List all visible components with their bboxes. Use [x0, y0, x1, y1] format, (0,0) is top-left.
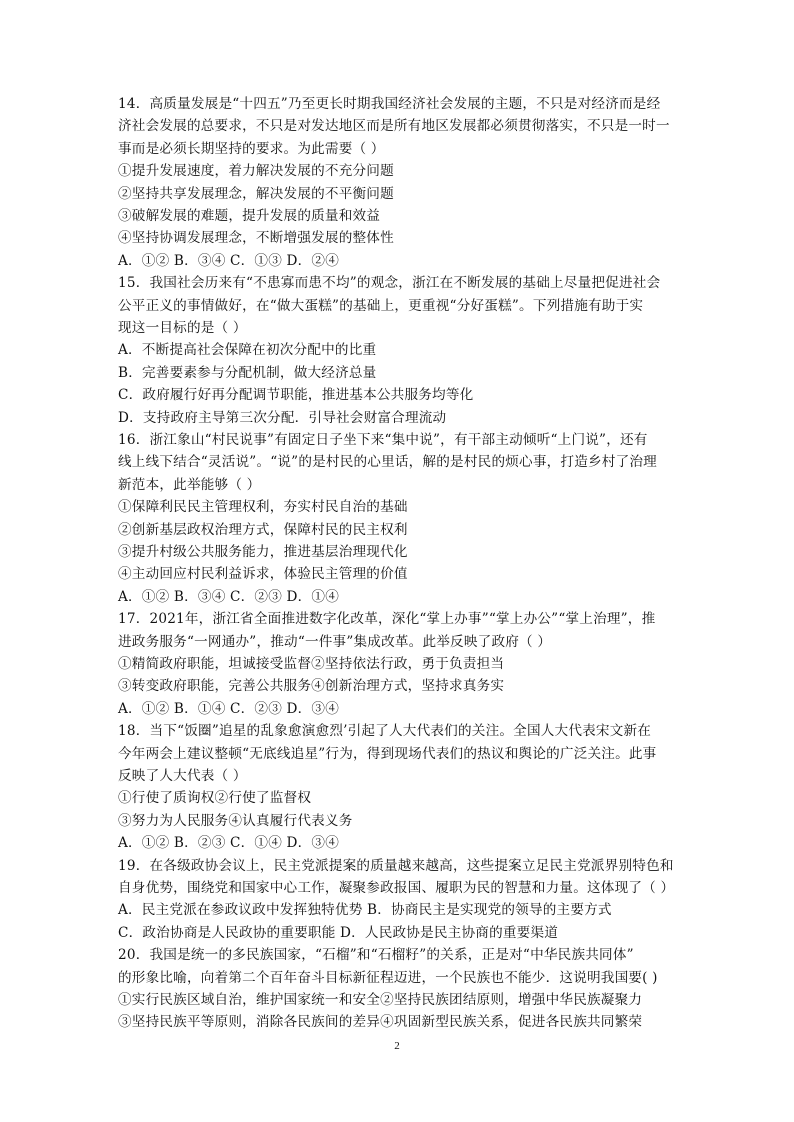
text-line: ①精简政府职能，坦诚接受监督②坚持依法行政，勇于负责担当 [118, 656, 505, 672]
text-line: 反映了人大代表（ ） [118, 768, 247, 784]
text-line: 15．我国社会历来有“不患寡而患不均”的观念，浙江在不断发展的基础上尽量把促进社会 [118, 275, 661, 292]
text-line: ①提升发展速度，着力解决发展的不充分问题 [118, 163, 394, 180]
text-line: ④坚持协调发展理念，不断增强发展的整体性 [118, 230, 394, 247]
text-line: ②坚持共享发展理念，解决发展的不平衡问题 [118, 185, 394, 202]
text-line: A．①② B．②③ C．①④ D．③④ [118, 835, 339, 852]
text-line: C．政府履行好再分配调节职能，推进基本公共服务均等化 [118, 387, 474, 404]
text-line: 事而是必须长期坚持的要求。为此需要（ ） [118, 140, 385, 157]
text-line: 新范本，此举能够（ ） [118, 476, 261, 493]
text-line: B．完善要素参与分配机制，做大经济总量 [118, 364, 377, 381]
text-line: 14．高质量发展是“十四五”乃至更长时期我国经济社会发展的主题，不只是对经济而是经 [118, 96, 661, 112]
text-line: ①实行民族区域自治，维护国家统一和安全②坚持民族团结原则，增强中华民族凝聚力 [118, 992, 643, 1008]
text-line: A．①② B．③④ C．②③ D．①④ [118, 588, 339, 605]
text-line: ②创新基层政权治理方式，保障村民的民主权利 [118, 521, 408, 538]
text-line: ④主动回应村民利益诉求，体验民主管理的价值 [118, 566, 408, 583]
text-line: 16．浙江象山“村民说事”有固定日子坐下来“集中说”，有干部主动倾听“上门说”，还有 [118, 432, 648, 448]
text-line: A．不断提高社会保障在初次分配中的比重 [118, 342, 377, 359]
text-line: 的形象比喻，向着第二个百年奋斗目标新征程迈进，一个民族也不能少．这说明我国要( ) [118, 969, 658, 986]
text-line: ③坚持民族平等原则，消除各民族间的差异④巩固新型民族关系，促进各民族共同繁荣 [118, 1014, 643, 1031]
text-line: A．①② B．③④ C．①③ D．②④ [118, 252, 339, 269]
text-line: 线上线下结合“灵活说”。“说”的是村民的心里话，解的是村民的烦心事，打造乡村了治理 [118, 454, 657, 471]
text-line: 现这一目标的是（ ） [118, 320, 247, 336]
text-line: A．①② B．①④ C．②③ D．③④ [118, 700, 339, 717]
text-line: ③努力为人民服务④认真履行代表义务 [118, 812, 353, 829]
text-line: 济社会发展的总要求，不只是对发达地区而是所有地区发展都必须贯彻落实，不只是一时一 [118, 118, 670, 135]
text-line: 今年两会上建议整顿“无底线追星”行为，得到现场代表们的热议和舆论的广泛关注。此事 [118, 745, 657, 762]
text-line: 19．在各级政协会议上，民主党派提案的质量越来越高，这些提案立足民主党派界别特色和 [118, 857, 674, 874]
text-line: 自身优势，围绕党和国家中心工作，凝聚参政报国、履职为民的智慧和力量。这体现了（ ） [118, 880, 675, 896]
text-line: ③破解发展的难题，提升发展的质量和效益 [118, 208, 381, 224]
text-line: A．民主党派在参政议政中发挥独特优势 B．协商民主是实现党的领导的主要方式 [118, 902, 612, 919]
text-line: D．支持政府主导第三次分配．引导社会财富合理流动 [118, 409, 447, 426]
text-line: ①行使了质询权②行使了监督权 [118, 790, 312, 807]
text-line: 17．2021年，浙江省全面推进数字化改革，深化“掌上办事”“掌上办公”“掌上治理”，推 [118, 611, 656, 628]
text-line: 进政务服务“一网通办”，推动“一件事”集成改革。此举反映了政府（ ） [118, 633, 552, 650]
text-line: ①保障利民民主管理权利，夯实村民自治的基础 [118, 499, 408, 516]
text-line: 20．我国是统一的多民族国家，“石榴”和“石榴籽”的关系，正是对“中华民族共同体” [118, 947, 634, 964]
text-line: 18．当下“饭圈”追星的乱象愈演愈烈’引起了人大代表们的关注。全国人大代表宋文新在 [118, 723, 652, 740]
text-line: ③提升村级公共服务能力，推进基层治理现代化 [118, 544, 408, 560]
text-line: C．政治协商是人民政协的重要职能 D．人民政协是民主协商的重要渠道 [118, 924, 559, 941]
page-number: 2 [394, 1040, 400, 1052]
text-line: 公平正义的事情做好，在“做大蛋糕”的基础上，更重视“分好蛋糕”。下列措施有助于实 [118, 297, 644, 314]
text-line: ③转变政府职能，完善公共服务④创新治理方式，坚持求真务实 [118, 678, 505, 695]
